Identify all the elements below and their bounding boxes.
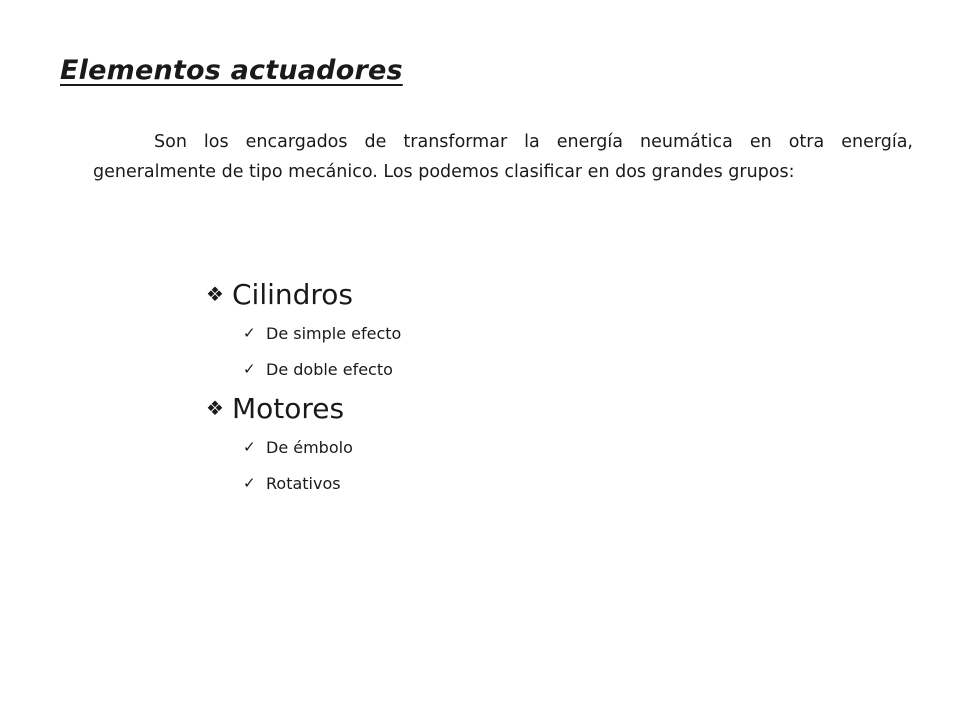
sub-list [243,429,706,501]
diamond-bullet-icon: ❖ [206,282,224,306]
sub-list [243,315,706,387]
list-item [243,351,706,387]
intro-paragraph: Son los encargados de transformar la energía neumática en otra energía, generalmente de tipo mecánico. Los podemos clasificar en dos grandes grupos: [93,132,913,182]
checkmark-icon: ✓ [243,437,256,456]
group-motores [206,389,706,501]
list-item [243,465,706,501]
list-item [243,429,706,465]
group-label: Cilindros [232,278,354,311]
list-item [243,315,706,351]
list-item-label: De émbolo [266,437,353,457]
list-item-label: De doble efecto [266,359,393,379]
group-label: Motores [232,392,345,425]
group-cilindros [206,275,706,387]
actuator-groups [206,275,706,501]
group-heading [206,389,706,429]
list-item-label: De simple efecto [266,323,402,343]
checkmark-icon: ✓ [243,359,256,378]
checkmark-icon: ✓ [243,323,256,342]
list-item-label: Rotativos [266,473,341,493]
checkmark-icon: ✓ [243,473,256,492]
group-heading [206,275,706,315]
slide-title: Elementos actuadores [60,55,403,86]
diamond-bullet-icon: ❖ [206,396,224,420]
